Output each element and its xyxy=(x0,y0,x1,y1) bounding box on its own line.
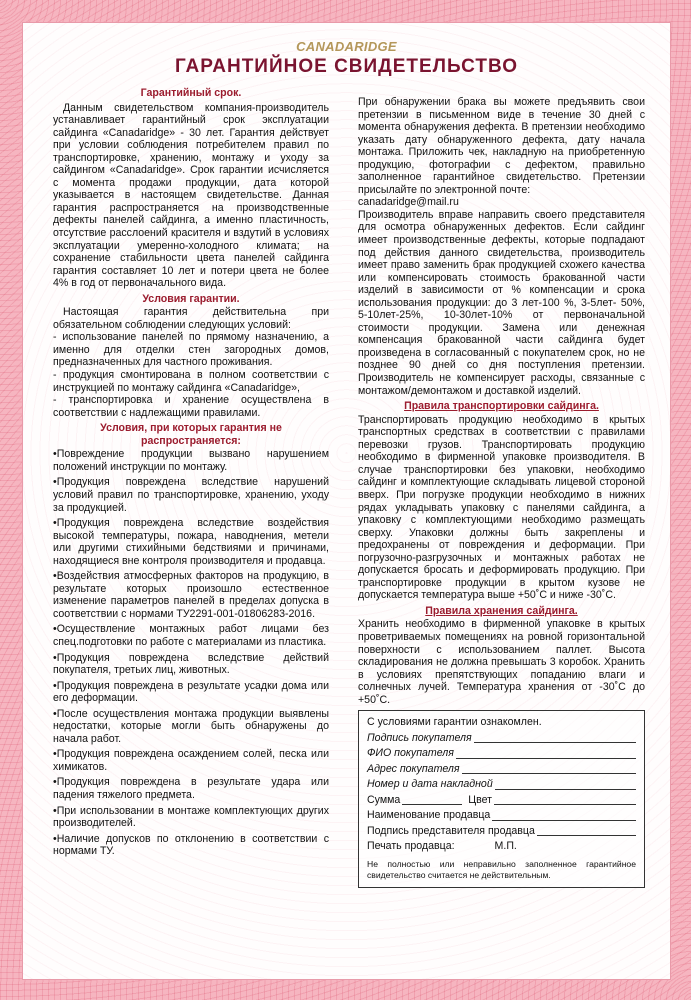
invoice-label: Номер и дата накладной xyxy=(367,778,493,791)
condition-item: - использование панелей по прямому назначению, а именно для отделки стен загородных домов, предназначенных для частного проживания. xyxy=(53,331,329,369)
warranty-form xyxy=(358,710,645,888)
exclusion-item: •При использовании в монтаже комплектующих других производителей. xyxy=(53,804,329,830)
exclusion-item: •Продукция повреждена в результате удара или падения тяжелого предмета. xyxy=(53,776,329,801)
sum-label: Сумма xyxy=(367,793,401,806)
exclusion-item: •Продукция повреждена вследствие нарушений условий правил по транспортировке, хранению, уходу за продукцией. xyxy=(53,476,329,514)
exclusion-item: •Воздействия атмосферных факторов на продукцию, в результате которых произошло естественное изменение параметров панелей в пределах допуска в соответствии с нормами ТУ2291-001-01806283-2016. xyxy=(53,570,329,620)
storage-heading: Правила хранения сайдинга. xyxy=(425,604,578,617)
exclusion-item: •Повреждение продукции вызвано нарушением положений инструкции по монтажу. xyxy=(53,448,329,473)
conditions-intro: Настоящая гарантия действительна при обязательном соблюдении следующих условий: xyxy=(53,306,329,331)
exclusion-item: •Наличие допусков по отклонению в соответствии с нормами ТУ. xyxy=(53,832,329,858)
claims-text: При обнаружении брака вы можете предъявить свои претензии в письменном виде в течение 30 дней с момента обнаружения дефекта. В претензии необходимо указать дату обнаруженного дефекта, дату начала монтажа. Приложить чек, накладную на приобретенную продукцию, фотографии с дефектом, правильно заполненное гарантийное свидетельство. Претензии присылайте по электронной почте: xyxy=(358,96,645,196)
condition-item: - транспортировка и хранение осуществлена в соответствии с надлежащими правилами. xyxy=(53,394,329,419)
seller-name-field[interactable] xyxy=(492,820,636,821)
invoice-field[interactable] xyxy=(495,789,636,790)
exclusion-item: •Продукция повреждена вследствие воздействия высокой температуры, пожара, наводнения, метели или другими стихийными бедствиями и причинами, находящиеся вне контроля производителя и продавца. xyxy=(53,517,329,567)
form-row xyxy=(367,808,636,824)
seller-signature-field[interactable] xyxy=(537,835,636,836)
page-title: ГАРАНТИЙНОЕ СВИДЕТЕЛЬСТВО xyxy=(174,56,519,77)
right-column xyxy=(358,96,645,888)
form-row xyxy=(367,839,636,855)
brand-logo: CANADARIDGE xyxy=(296,39,397,54)
buyer-name-field[interactable] xyxy=(456,758,636,759)
exclusion-item: •После осуществления монтажа продукции выявлены недостатки, которые могли быть обнаружены до начала работ. xyxy=(53,707,329,745)
seller-name-label: Наименование продавца xyxy=(367,809,491,822)
inspection-text: Производитель вправе направить своего представителя для осмотра обнаруженных дефектов. Если сайдинг имеет производственные дефекты, которые подпадают под действия данного свидетельства, производитель имеет право заменить брак продукцией схожего качества или компенсировать стоимость бракованной части изделий в зависимости от % компенсации и срока использования продукции: до 3 лет-100 %, 3-5лет- 50%, 5-10лет-25%, 10-30лет-10% от первоначальной стоимости продукции. Замена или денежная компенсация бракованной части сайдинга будет произведена в согласованный с покупателем срок, но не позднее 90 дней со дня поступления претензии. Производитель не компенсирует расходы, связанные с монтажом/демонтажом и доставкой изделий. xyxy=(358,208,645,397)
seller-signature-label: Подпись представителя продавца xyxy=(367,824,535,837)
form-note: Не полностью или неправильно заполненное гарантийное свидетельство считается не действительным. xyxy=(367,858,636,880)
color-label: Цвет xyxy=(468,793,493,806)
form-row xyxy=(367,762,636,778)
warranty-text: Данным свидетельством компания-производитель устанавливает гарантийный срок эксплуатации сайдинга «Canadaridge» - 30 лет. Гарантия действует при условии соблюдения потребителем правил по транспортировке, хранению, монтажу и уходу за сайдингом «Canadaridge». Срок гарантии исчисляется с момента продажи продукции, дата которой указывается в настоящем свидетельстве. Данная гарантия распространяется на производственные дефекты панелей сайдинга, а именно пластичность, отсутствие расслоений красителя и вздутий в условиях эксплуатации умеренно-холодного климата; на сохранение стабильности цвета панелей сайдинга гарантия составляет 10 лет и потери цвета не более 4% в год от первоначального вида. xyxy=(53,101,329,290)
form-row xyxy=(367,746,636,762)
form-row xyxy=(367,777,636,793)
contact-email[interactable]: canadaridge@mail.ru xyxy=(358,196,459,209)
exclusions-heading: Условия, при которых гарантия не распространяется: xyxy=(100,422,282,447)
exclusion-item: •Продукция повреждена вследствие действий покупателя, третьих лиц, животных. xyxy=(53,651,329,677)
form-row xyxy=(367,731,636,747)
storage-text: Хранить необходимо в фирменной упаковке в крытых проветриваемых помещениях на ровной горизонтальной поверхности с использованием паллет. Высота складирования не должна превышать 3 коробок. Хранить в условиях препятствующих попаданию влаги и солнечных лучей. Температура хранения от -30˚С до +50˚С. xyxy=(358,618,645,706)
left-column xyxy=(53,85,329,861)
buyer-signature-field[interactable] xyxy=(474,742,636,743)
conditions-heading: Условия гарантии. xyxy=(142,292,240,305)
sum-field[interactable] xyxy=(402,804,462,805)
buyer-address-label: Адрес покупателя xyxy=(367,762,460,775)
transport-heading: Правила транспортировки сайдинга. xyxy=(404,400,599,413)
exclusion-item: •Продукция повреждена в результате усадки дома или его деформации. xyxy=(53,679,329,705)
exclusion-item: •Продукция повреждена осаждением солей, песка или химикатов. xyxy=(53,748,329,773)
exclusion-item: •Осуществление монтажных работ лицами без спец.подготовки по работе с материалами из пластика. xyxy=(53,623,329,648)
buyer-address-field[interactable] xyxy=(462,773,636,774)
buyer-name-label: ФИО покупателя xyxy=(367,747,454,760)
color-field[interactable] xyxy=(494,804,636,805)
transport-text: Транспортировать продукцию необходимо в крытых транспортных средствах в соответствии с правилами перевозки грузов. Транспортировать продукцию необходимо в фирменной упаковке производителя. В случае транспортировки без упаковки, необходимо сайдинг и комплектующие складывать лицевой стороной вверх. При погрузке продукции необходимо в нижних рядах укладывать упаковку с панелями сайдинга, а упаковку с комплектующими необходимо размещать сверху. Упаковки должны быть закреплены и предохранены от повреждения и деформации. При погрузочно-разгрузочных и монтажных работах не допускается бросать и деформировать продукцию. При транспортировке продукции в крытом кузове не допускается температура выше +50˚С и ниже -30˚С. xyxy=(358,413,645,602)
stamp-label: М.П. xyxy=(494,840,517,853)
exclusions-list xyxy=(53,448,329,857)
certificate-paper xyxy=(22,22,671,980)
sale-date-label: Печать продавца: xyxy=(367,840,455,853)
buyer-signature-label: Подпись покупателя xyxy=(367,731,472,744)
condition-item: - продукция смонтирована в полном соответствии с инструкцией по монтажу сайдинга «Canadaridge», xyxy=(53,369,329,394)
form-row xyxy=(367,793,636,809)
form-row xyxy=(367,824,636,840)
acknowledge-label: С условиями гарантии ознакомлен. xyxy=(367,716,542,729)
warranty-heading: Гарантийный срок. xyxy=(140,87,242,99)
form-row xyxy=(367,715,636,731)
